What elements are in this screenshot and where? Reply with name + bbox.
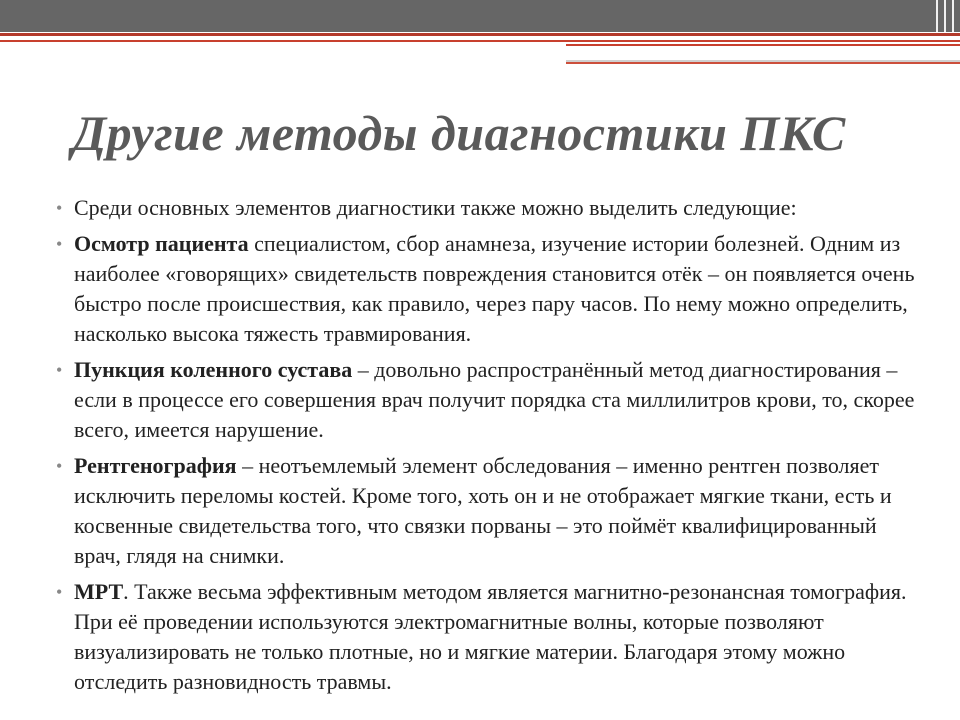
item-text: Среди основных элементов диагностики также можно выделить следующие:	[74, 195, 797, 220]
item-text: специалистом, сбор анамнеза, изучение истории болезней. Одним из наиболее «говорящих» свидетельств повреждения становится отёк – он появляется очень быстро после происшествия, как правило, через пару часов. По нему можно определить, насколько высока тяжесть травмирования.	[74, 231, 915, 346]
slide-content	[56, 193, 916, 703]
list-item	[56, 451, 916, 571]
item-text: . Также весьма эффективным методом является магнитно-резонансная томография. При её проведении используются электромагнитные волны, которые позволяют визуализировать не только плотные, но и мягкие материи. Благодаря этому можно отследить разновидность травмы.	[74, 579, 907, 694]
accent-frame-right	[566, 44, 960, 62]
accent-line-middle	[0, 40, 960, 42]
item-term: Осмотр пациента	[74, 231, 249, 256]
bullet-icon: •	[56, 582, 63, 602]
item-text: – неотъемлемый элемент обследования – именно рентген позволяет исключить переломы костей. Кроме того, хоть он и не отображает мягкие ткани, есть и косвенные свидетельства того, что связки порваны – это поймёт квалифицированный врач, глядя на снимки.	[74, 453, 892, 568]
item-term: Пункция коленного сустава	[74, 357, 353, 382]
bullet-icon: •	[56, 456, 63, 476]
list-item	[56, 229, 916, 349]
item-text: – довольно распространённый метод диагностирования – если в процессе его совершения врач получит порядка ста миллилитров крови, то, скорее всего, имеется нарушение.	[74, 357, 915, 442]
bullet-icon: •	[56, 234, 63, 254]
accent-line-top	[0, 33, 960, 36]
accent-line-bottom	[566, 62, 960, 64]
list-item	[56, 577, 916, 697]
item-term: Рентгенография	[74, 453, 237, 478]
item-term: МРТ	[74, 579, 124, 604]
bullet-icon: •	[56, 198, 63, 218]
slide-title: Другие методы диагностики ПКС	[72, 105, 846, 161]
list-item	[56, 355, 916, 445]
top-header-bar	[0, 0, 960, 32]
list-item	[56, 193, 916, 223]
bullet-icon: •	[56, 360, 63, 380]
